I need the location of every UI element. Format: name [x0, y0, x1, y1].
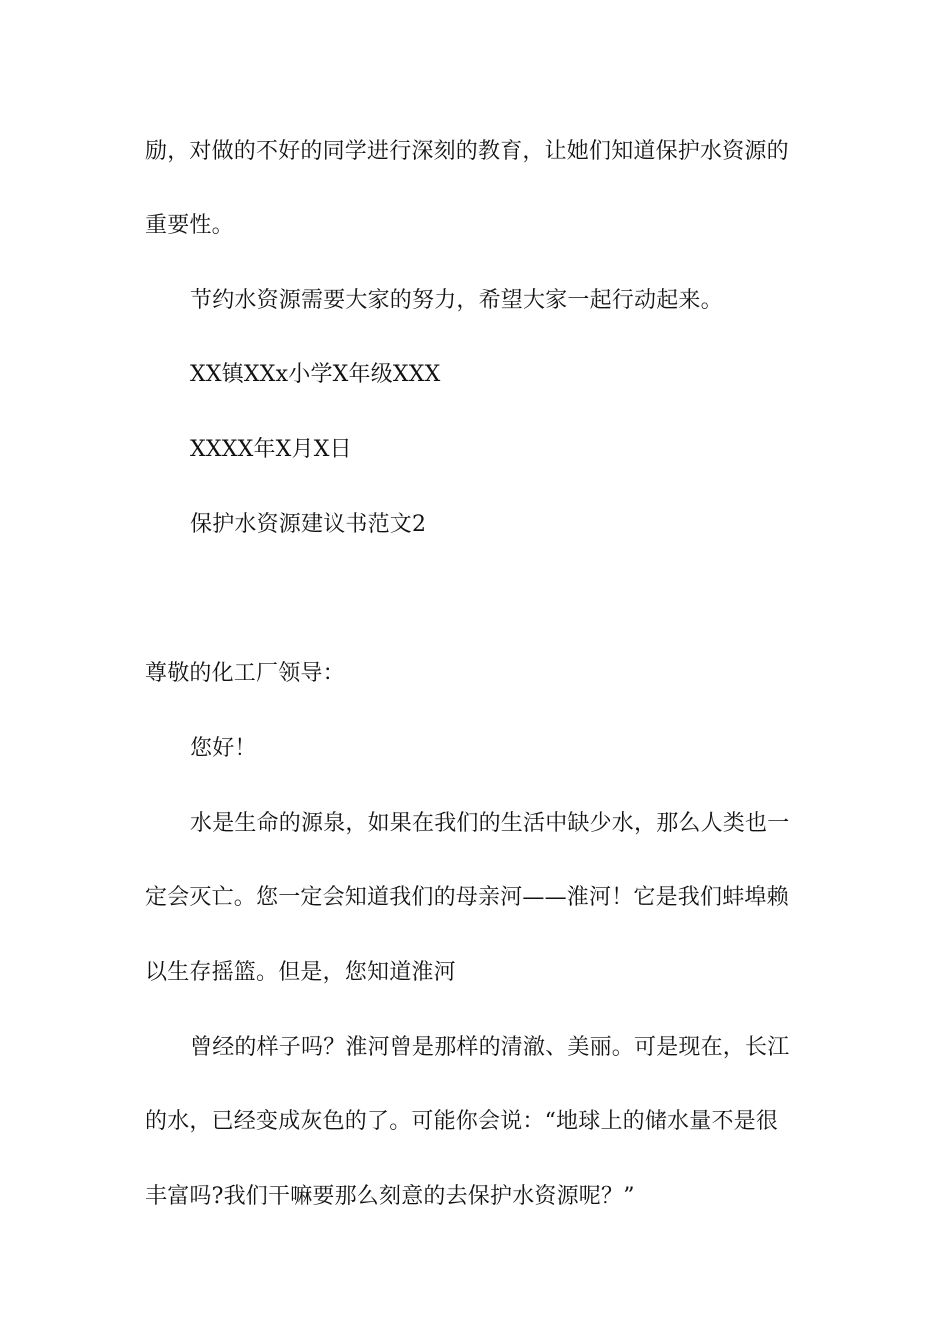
- greeting: 您好！: [190, 736, 257, 761]
- paragraph-line: 的水，已经变成灰色的了。可能你会说：“地球上的储水量不是很: [145, 1109, 779, 1134]
- date-line: XXXX年X月X日: [190, 437, 352, 462]
- paragraph-line: 重要性。: [145, 213, 234, 238]
- paragraph-line: 定会灭亡。您一定会知道我们的母亲河——淮河！它是我们蚌埠赖: [145, 885, 789, 910]
- paragraph-line: 节约水资源需要大家的努力，希望大家一起行动起来。: [190, 288, 723, 313]
- paragraph-line: 水是生命的源泉，如果在我们的生活中缺少水，那么人类也一: [190, 811, 790, 836]
- paragraph-line: 曾经的样子吗？淮河曾是那样的清澈、美丽。可是现在，长江: [190, 1035, 790, 1060]
- section-heading: 保护水资源建议书范文2: [190, 512, 427, 537]
- salutation: 尊敬的化工厂领导：: [145, 661, 345, 686]
- signature-line: XX镇XXx小学X年级XXX: [190, 362, 441, 387]
- paragraph-line: 励，对做的不好的同学进行深刻的教育，让她们知道保护水资源的: [145, 139, 789, 164]
- paragraph-line: 以生存摇篮。但是，您知道淮河: [145, 960, 456, 985]
- paragraph-line: 丰富吗?我们干嘛要那么刻意的去保护水资源呢？”: [145, 1184, 635, 1209]
